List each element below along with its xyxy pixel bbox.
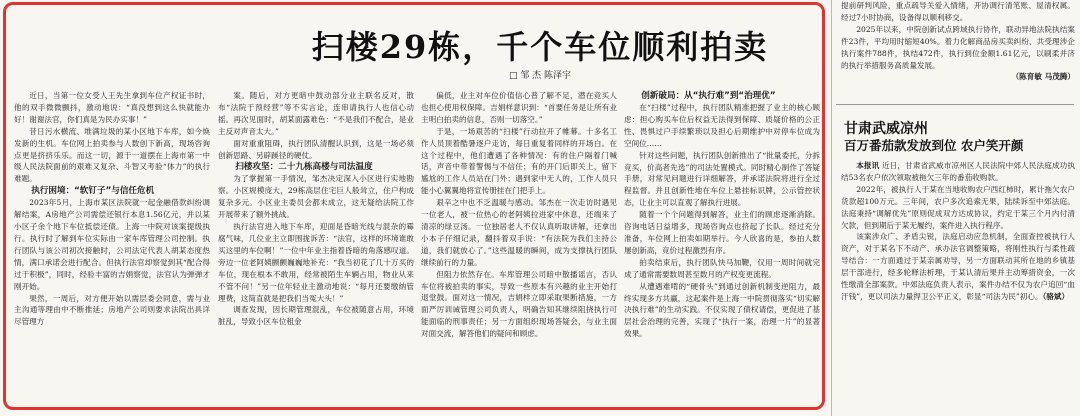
article-column-4 <box>624 90 820 410</box>
lead-label: 本报讯 <box>856 161 880 170</box>
paragraph: 执行法官进入地下车库，迎面是昏暗光线与混杂的霉腐气味，几位业主立即围拢诉苦：“法官，这样的环境谁敢买这里的车位啊！”一位中年业主指着昏暗的角落感叹道。旁边一位老阿姨颤颤巍巍地补充：“我当初花了几十万买的车位，现在根本不敢用，经常被陌生车辆占用，物业从来不管不问！”另一位年轻业主激动地说：“每月还要缴纳管理费，这简直就是把我们当冤大头！” <box>218 222 414 303</box>
article-column-1 <box>14 90 210 410</box>
paragraph: 本报讯 近日，甘肃省武威市凉州区人民法院中郊人民法庭成功执结53名农户依次领取被拖欠三年的番茄收购款。 <box>841 161 1075 182</box>
paragraph: 调查发现，因长期管理混乱，车位被随意占用，环境脏乱，导致小区车位租金 <box>218 305 414 327</box>
paragraph: 随着一个个问题得到解答，业主们的顾虑逐渐消除。咨询电话日益增多，现场咨询点也挤起了长队。经过充分准备，车位网上拍卖如期举行。今人欣喜的是，参拍人数屡创新高，竞价过程激烈有序。 <box>624 210 820 255</box>
headline: 扫楼29栋，千个车位顺利拍卖 <box>311 28 769 66</box>
paragraph: 在“扫楼”过程中，执行团队精准把握了业主的核心顾虑：担心购买车位后权益无法得到保障、质疑价格的公正性、畏惧过户手续繁琐以及担心后期维护中对停车位成为空间位…… <box>624 103 820 148</box>
paragraph: 面对重重阻碍，执行团队清醒认识到，这是一场必须创新思路、另辟蹊径的硬仗。 <box>218 138 414 160</box>
article-column-3 <box>421 90 617 410</box>
article-column-2 <box>218 90 414 410</box>
paragraph: 近日，当第一位女受人王先生拿到车位产权证书时，他的双手微微颤抖，激动地说：“真没想到这么快就能办好！谢谢法官，你们真是为民办实事！” <box>14 91 210 124</box>
sidebar-divider <box>836 104 1074 105</box>
paragraph: 果然，一周后，对方便开始以需层委会同意，需与业主沟通等理由中不断推延；房地产公司则要求法院出具详尽管理方 <box>14 293 210 327</box>
sidebar-title: 甘肃武威凉州 <box>844 121 928 137</box>
paragraph: 但阻力依然存在。车库管理公司暗中散播谣言，否认车位将被拍卖的事实，导致一些原本有兴趣的业主开始打退堂鼓。面对这一情况，吉娟样立即采取果断措施，一方面严厉训诫管理公司负责人，明确告知其继续阻挠执行可能面临的刑事责任；另一方面组织现场答疑会，与业主面对面交流，解答他们的疑问和顾虑。 <box>421 269 617 339</box>
paragraph: 提前研判风险，重点疏导关爱入情绪，开协调行清笔账、屋清权属。经过7小时协商，设备得以顺利移交。 <box>841 1 1075 22</box>
sidebar-article <box>841 160 1075 416</box>
section-heading: 创新破局：从“执行难”到“治理优” <box>641 91 776 101</box>
paragraph: 该案涉众广、矛盾尖锐，法庭启动应急机制，全面查控被执行人资产，对于某名下不动产、承办法官调整策略，将刚性执行与柔性疏导结合：一方面通过于某亲属劝导，另一方面联动其所在地的乡镇基层干部进行，经多轮释法析理，于某认清后果并主动筹措资金，一次性缴清全部案款。中郊法庭负责人表示，案件办结不仅为农户追回“血汗钱”，更以司法力量捍卫公平正义，彰显“司法为民”初心。（骆斌） <box>841 232 1075 301</box>
paragraph: 昔日污水横流、堆满垃圾的某小区地下车库，如今焕发新的生机。车位网上拍卖参与人数创下新高，现场咨询点更是挤挤乐乐。而这一切，源于一道摆在上海市第一中级人民法院面前的艰难又复杂、斗智又考验“体力”的执行难题。 <box>14 126 210 184</box>
paragraph: 艰辛之中也不乏温暖与感动。邹杰在一次走访时遇见一位老人，被一位热心的老阿姨拉进家中休息，还端来了清凉的绿豆汤。一位独居老人不仅认真听取讲解，还拿出小本子仔细记录，翻抖着双手说：“有法院为我们主持公道，我们就放心了。”这些温暖的瞬间，成为支撑执行团队继续前行的力量。 <box>421 198 617 267</box>
paragraph: 针对这些问题，执行团队创新推出了“批量委托，分拆竞买，价高者先选”的司法处置模式。同时精心制作了答疑手册，对常见问题进行详细解答，并承诺法院将进行全过程监督。并且创新性地在车位上悬挂标识牌，公示管控状态，让业主可以直观了解执行进展。 <box>624 150 820 208</box>
paragraph: 从遭遇难啃的“硬骨头”到通过创新机制变逆阻力，最终实现多方共赢，这起案件是上海一中院贯彻落实“切实解决执行难”的生动实践。不仅实现了债权请偿，更促进了基层社会治理的完善，实现了“执行一案，治理一片”的显著效果。 <box>624 281 820 339</box>
column-divider <box>831 0 832 416</box>
paragraph: 为了掌握第一手情况，邹杰决定深入小区进行实地勘察。小区规模庞大，29栋高层住宅巨人般耸立，住户构成复杂多元。小区业主委员会都未成立，这无疑给法院工作开展带来了额外挑战。 <box>218 174 414 220</box>
paragraph: 2022年，被执行人于某在当地收购农户西红柿时，累计拖欠农户货款超100万元。三年间，农户多次追索无果，陆续诉至中郊法庭。法庭秉持“调解优先”原则促成双方达成协议，约定于某三个月内付清欠款，但到期后于某无履约，案件进入执行程序。 <box>841 184 1075 230</box>
sidebar-top-article <box>841 0 1075 100</box>
paragraph: 案。随后，对方更暗中鼓动部分业主联名反对，散布“法院于预经营”等不实言论，连串请执行人也信心动摇。再次见面时，胡某面露难色：“不是我们不配合，是业主反对声音太大。” <box>218 91 414 136</box>
paragraph: 2025年以来，中院创新试点跨域执行协作，联动异地法院执结案件23件，平均用时缩短40%。着力化解商品房买卖纠纷、共受理涉企执行案件788件，执结472件，执行到位金额1.61亿元，以刷柔并济的执行举措服务高质量发展。 <box>841 24 1075 70</box>
byline: □ 邹 杰 陈泽宇 <box>508 71 572 81</box>
section-heading: 执行困境：“软钉子”与信任危机 <box>31 186 155 197</box>
paragraph: 于是，一场艰苦的“扫楼”行动拉开了帷幕。十多名工作人员顶着酷暑逐户走访，每日重复着同样的开场白。在这个过程中，他们遭遇了各种情况：有的住户隔着门喊话，声音中带着警惕与不信任；有的开门后即关上，留下尴尬的工作人员站在门外；遇到家中无人的，工作人员只能小心翼翼地将宣传册挂在门把手上。 <box>421 126 617 196</box>
author-credit: （陈育敏 马茂腾） <box>1011 72 1075 82</box>
author-credit: （骆斌） <box>1042 291 1070 301</box>
section-heading: 扫楼攻坚：二十九栋高楼与司法温度 <box>235 162 373 173</box>
paragraph: 拍卖结束后，执行团队快马加鞭，仅用一周时间就完成了通常需要数周甚至数月的产权变更流程。 <box>624 257 820 279</box>
paragraph: 偏低，业主对车位价值信心普了解不足，潜在竞买人也担心使用权保障。吉娟样意识到：“首要任务是让所有业主明白拍卖的信息，否则一切落空。” <box>421 91 617 124</box>
sidebar-subtitle: 百万番茄款发放到位 农户笑开颜 <box>844 138 1024 153</box>
paragraph: 2023年5月，上海市某区法院就一起金融借款纠纷调解结案，A房地产公司需偿还银行本息1.56亿元，并以某小区子余个地下车位抵偿还债。上海一中院对该案提级执行。执行时了解到车位实际由一家车库管理公司控制。执行团队与该公司初次接触时，公司法定代表人胡某态度热情，满口承诺会进行配合。但执行法官却察觉到其“配合得过于积极”，同时，经验丰富的吉娟察觉，法官认为弹弹才刚开始。 <box>14 198 210 291</box>
